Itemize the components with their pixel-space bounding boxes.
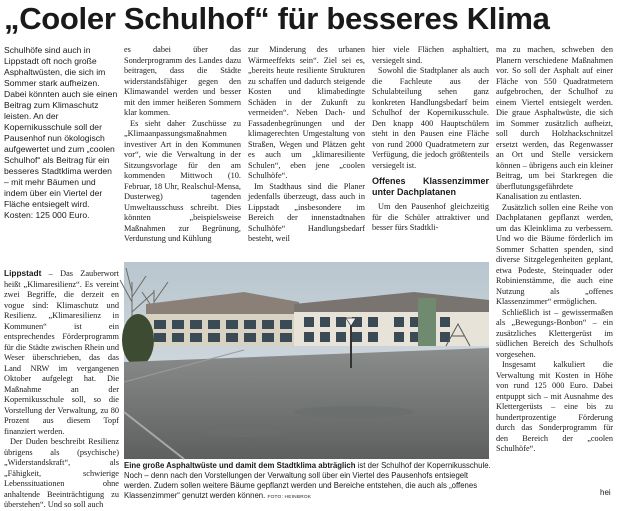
paragraph: hier viele Flächen asphaltiert, versiegelt sind.: [372, 45, 489, 65]
dateline: Lippstadt: [4, 268, 42, 278]
article-column-5: [496, 45, 613, 500]
paragraph: Insgesamt kalkuliert die Verwaltung mit Kosten in Höhe von rund 125 000 Euro. Dabei entpuppt sich – mit Ausnahme des Klettergerüsts – eine bis zu hundertprozentige Förderung durch das Sonderprogramm für den Bereich der „coolen Schulhöfe“.: [496, 360, 613, 453]
paragraph: Zusätzlich sollen eine Reihe von Dachplatanen gepflanzt werden, um das Kleinklima zu verbessern. Und wo die Bäume förderlich im Sommer Schatten spenden, sind diverse Sitzgelegenheiten geplant, etwa Podeste, Steinquader oder Robinienstämme, die auch eine Nutzung als „offenes Klassenzimmer“ ermöglichen.: [496, 202, 613, 306]
caption-text: ist der Schulhof der Kopernikusschule. Noch – denn nach den Vorstellungen der Verwaltung soll über ein Viertel des Pausenhofs entsiegelt werden. Zudem sollen weitere Bäume gepflanzt werden und Bereiche entstehen, die auch als „offenes Klassenzimmer“ genutzt werden können.: [124, 461, 491, 500]
paragraph: Um den Pausenhof gleichzeitig für die Schüler attraktiver und besser fürs Stadtkli-: [372, 202, 489, 232]
paragraph: zur Minderung des urbanen Wärmeeffekts sein“. Ziel sei es, „bereits heute resiliente Strukturen zu schaffen und dadurch steigende Kosten und klimabedingte Schäden in der Zukunft zu vermeiden“. Neben Dach- und Fassadenbegrünungen und der klimagerechten Umgestaltung von Straßen, Wegen und Plätzen geht es auch um „klimaresiliente Schulen“, eben jene „coolen Schulhöfe“.: [248, 45, 365, 180]
lead-paragraph: Schulhöfe sind auch in Lippstadt oft noch große Asphaltwüsten, die sich im Sommer stark aufheizen. Dabei könnten auch sie einen Beitrag zum Klimaschutz leisten. An der Kopernikusschule soll der Pausenhof nun ökologisch aufgewertet und zum „coolen Schulhof“ als Beitrag für ein besseres Stadtklima werden – mit mehr Bäumen und indem über ein Viertel der Fläche entsiegelt wird. Kosten: 125 000 Euro.: [4, 45, 118, 220]
article-column-3: [248, 45, 365, 260]
paragraph: ma zu machen, schweben den Planern verschiedene Maßnahmen vor. So soll der Asphalt auf einer Fläche von 550 Quadratmetern aufgebrochen, der Schulhof zu einem Viertel entsiegelt werden. Die graue Asphaltwüste, die sich im Sommer zusätzlich aufheizt, soll durch Holzhackschnitzel ersetzt werden, das Regenwasser an Ort und Stelle versickern können – übrigens auch ein kleiner Beitrag, um bei Starkregen die überflutungsgefährdete Kanalisation zu entlasten.: [496, 45, 613, 201]
article-column-4: [372, 45, 489, 260]
headline: „Cooler Schulhof“ für besseres Klima: [4, 1, 550, 36]
paragraph-text: – Das Zauberwort heißt „Klimaresilienz“. Es vereint zwei Begriffe, die derzeit en vogue sind: Klimaschutz und Resilienz. „Klimaresilienz in Kommunen“ ist ein entsprechendes Förderprogramm für die Städte zwischen Rhein und Weser überschrieben, das das Land NRW im vergangenen Oktober aufgelegt hat. Die Maßnahme an der Kopernikusschule soll, so die Vorstellung der Verwaltung, zu 80 Prozent aus diesem Topf finanziert werden.: [4, 269, 119, 436]
paragraph: Der Duden beschreibt Resilienz übrigens als (psychische) „Widerstandskraft“, als „Fähigkeit, schwierige Lebenssituationen ohne anhaltende Beeinträchtigung zu überstehen“. Und so soll auch: [4, 437, 119, 509]
paragraph: es dabei über das Sonderprogramm des Landes dazu beitragen, dass die Städte widerstandsfähiger gegen den Klimawandel werden und besser mit den immer heißeren Sommern klar kommen.: [124, 45, 241, 117]
photo-credit: FOTO: HEINBROK: [267, 495, 312, 500]
article-column-1: [4, 268, 119, 509]
photo-image: [124, 262, 489, 459]
article-column-2: [124, 45, 241, 260]
photo-caption: [124, 461, 491, 503]
paragraph: Schließlich ist – gewissermaßen als „Bewegungs-Bonbon“ – ein zusätzliches Klettergerüst im südlichen Bereich des Schulhofs vorgesehen.: [496, 307, 613, 359]
paragraph: Im Stadthaus sind die Planer jedenfalls überzeugt, dass auch in Lippstadt „insbesondere im Bereich der innenstadtnahen Schulhöfe“ Handlungsbedarf besteht, weil: [248, 181, 365, 243]
paragraph: Es sieht daher Zuschüsse zu „Klimaanpassungsmaßnahmen investiver Art in den Kommunen vor“, wie die Verwaltung in der Sitzungsvorlage für den am kommenden Mittwoch (10. Februar, 18 Uhr, Realschul-Mensa, Dusterweg) tagenden Umweltausschuss schreibt. Dies könnten „beispielsweise Maßnahmen zur Begrünung, Verdunstung und Kühlung: [124, 118, 241, 243]
author-initials: hei: [600, 488, 611, 497]
caption-lead: Eine große Asphaltwüste und damit dem Stadtklima abträglich: [124, 461, 356, 470]
schoolyard-photo: [124, 262, 489, 459]
paragraph: Sowohl die Stadtplaner als auch die Fachleute aus der Schulabteilung sehen ganz konkreten Handlungsbedarf beim Schulhof der Kopernikusschule. Den knapp 400 Hauptschülern steht in den Pausen eine Fläche von rund 2000 Quadratmetern zur Verfügung, die jedoch größtenteils versiegelt ist.: [372, 66, 489, 170]
paragraph: [4, 268, 119, 437]
subheading: Offenes Klassenzimmer unter Dachplatanen: [372, 176, 489, 197]
